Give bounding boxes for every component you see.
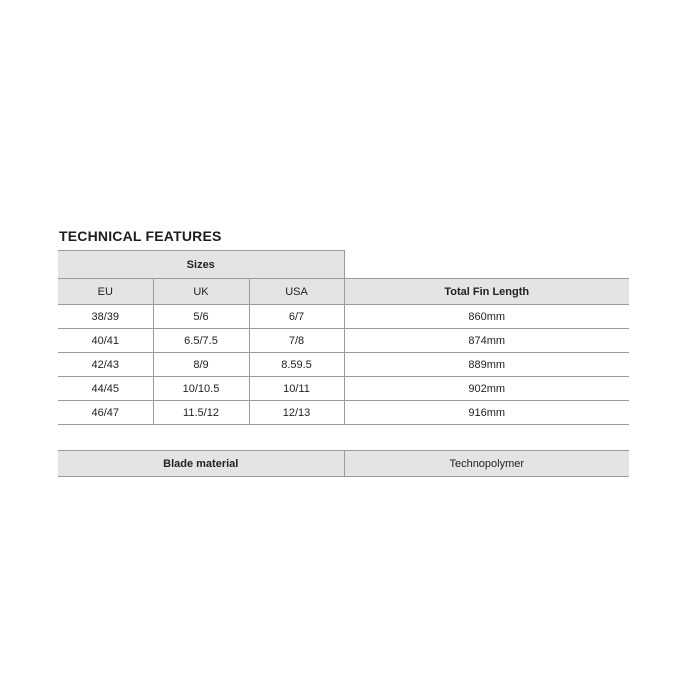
cell-usa: 10/11: [249, 377, 344, 401]
cell-usa: 8.59.5: [249, 353, 344, 377]
table-group-header-row: [58, 251, 629, 279]
cell-total-fin-length: 916mm: [344, 401, 629, 425]
cell-uk: 10/10.5: [153, 377, 249, 401]
cell-uk: 6.5/7.5: [153, 329, 249, 353]
cell-eu: 44/45: [58, 377, 153, 401]
cell-total-fin-length: 860mm: [344, 305, 629, 329]
table-column-header-row: [58, 279, 629, 305]
cell-usa: 7/8: [249, 329, 344, 353]
table-row: [58, 353, 629, 377]
table-row: [58, 377, 629, 401]
cell-uk: 11.5/12: [153, 401, 249, 425]
cell-total-fin-length: 874mm: [344, 329, 629, 353]
cell-uk: 8/9: [153, 353, 249, 377]
blade-material-value: Technopolymer: [344, 451, 629, 477]
column-header-eu: EU: [58, 279, 153, 305]
cell-usa: 12/13: [249, 401, 344, 425]
table-row: [58, 401, 629, 425]
cell-usa: 6/7: [249, 305, 344, 329]
cell-eu: 46/47: [58, 401, 153, 425]
column-header-usa: USA: [249, 279, 344, 305]
table-row: [58, 329, 629, 353]
blade-material-label: Blade material: [58, 451, 344, 477]
sizes-group-header: Sizes: [58, 251, 344, 279]
column-header-total-fin-length: Total Fin Length: [344, 279, 629, 305]
cell-eu: 38/39: [58, 305, 153, 329]
cell-total-fin-length: 902mm: [344, 377, 629, 401]
cell-eu: 42/43: [58, 353, 153, 377]
cell-total-fin-length: 889mm: [344, 353, 629, 377]
technical-features-table: [58, 250, 629, 425]
cell-uk: 5/6: [153, 305, 249, 329]
group-header-spacer: [344, 251, 629, 279]
page-title: TECHNICAL FEATURES: [59, 228, 222, 244]
blade-material-table: [58, 450, 629, 477]
cell-eu: 40/41: [58, 329, 153, 353]
blade-material-row: [58, 451, 629, 477]
column-header-uk: UK: [153, 279, 249, 305]
table-row: [58, 305, 629, 329]
